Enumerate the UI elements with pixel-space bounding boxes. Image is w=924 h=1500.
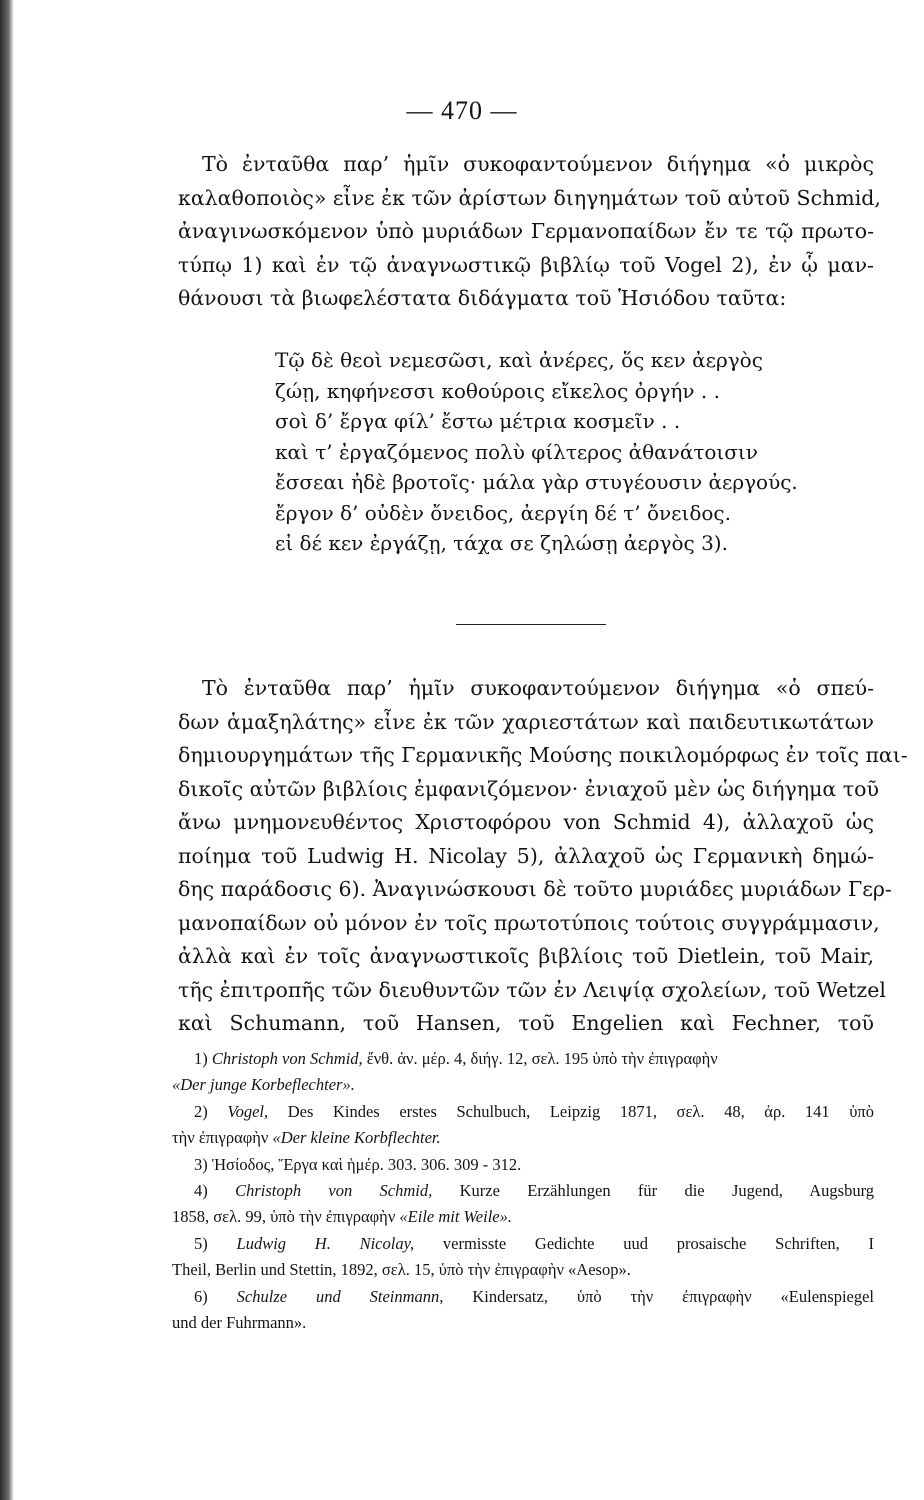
footnote-number: 3) [194, 1154, 208, 1174]
footnote-number: 6) [194, 1286, 208, 1306]
hesiod-quotation [275, 345, 835, 559]
poem-line: εἰ δέ κεν ἐργάζῃ, τάχα σε ζηλώσῃ ἀεργὸς 3). [275, 531, 728, 555]
footnote-5 [172, 1231, 874, 1257]
paragraph-line: ἀλλὰ καὶ ἐν τοῖς ἀναγνωστικοῖς βιβλίοις τοῦ Dietlein, τοῦ Mair, [178, 944, 874, 968]
footnote-text: Theil, Berlin und Stettin, 1892, σελ. 15, ὑπὸ τὴν ἐπιγραφὴν «Aesop». [172, 1260, 631, 1280]
paragraph-line: καλαθοποιὸς» εἶνε ἐκ τῶν ἀρίστων διηγημάτων τοῦ αὐτοῦ Schmid, [178, 185, 881, 210]
paragraph-line: τύπῳ 1) καὶ ἐν τῷ ἀναγνωστικῷ βιβλίῳ τοῦ Vogel 2), ἐν ᾧ μαν- [178, 252, 874, 277]
paragraph-line: Τὸ ἐνταῦθα παρ’ ἡμῖν συκοφαντούμενον διήγημα «ὁ μικρὸς [202, 152, 874, 176]
footnote-4-cont [172, 1204, 874, 1230]
poem-line: Τῷ δὲ θεοὶ νεμεσῶσι, καὶ ἀνέρες, ὅς κεν ἀεργὸς [275, 348, 763, 372]
footnote-6 [172, 1284, 874, 1310]
footnote-author: Ludwig H. Nicolay, [236, 1233, 415, 1253]
page-number: — 470 — [406, 96, 518, 125]
footnote-author: Christoph von Schmid, [235, 1180, 433, 1200]
paragraph-line: θάνουσι τὰ βιωφελέστατα διδάγματα τοῦ Ἡσιόδου ταῦτα: [178, 286, 787, 310]
footnote-2-cont [172, 1125, 874, 1151]
footnote-text: 1858, σελ. 99, ὑπὸ τὴν ἐπιγραφὴν [172, 1207, 396, 1227]
paragraph-line: ἀναγινωσκόμενον ὑπὸ μυριάδων Γερμανοπαίδων ἔν τε τῷ πρωτο- [178, 219, 874, 243]
paragraph-line: δης παράδοσις 6). Ἀναγινώσκουσι δὲ τοῦτο μυριάδες μυριάδων Γερ- [178, 877, 892, 901]
poem-line: ζώῃ, κηφήνεσσι κοθούροις εἴκελος ὀργήν . . [275, 378, 720, 403]
footnote-number: 1) [194, 1049, 208, 1068]
paragraph-line: ποίημα τοῦ Ludwig H. Nicolay 5), ἀλλαχοῦ ὡς Γερμανικὴ δημώ- [178, 843, 874, 868]
paragraph-line: τῆς ἐπιτροπῆς τῶν διευθυντῶν τῶν ἐν Λειψίᾳ σχολείων, τοῦ Wetzel [178, 977, 886, 1002]
footnote-text: ἔνθ. ἀν. μέρ. 4, διήγ. 12, σελ. 195 ὑπὸ τὴν ἐπιγραφὴν [366, 1049, 718, 1068]
footnote-1 [172, 1046, 874, 1072]
footnote-title: «Der kleine Korbflechter. [272, 1128, 441, 1148]
footnote-number: 2) [194, 1101, 208, 1121]
footnote-author: Christoph von Schmid, [211, 1049, 363, 1068]
footnote-5-cont [172, 1257, 874, 1283]
paragraph-line: δημιουργημάτων τῆς Γερμανικῆς Μούσης ποικιλομόρφως ἐν τοῖς παι- [178, 743, 908, 767]
footnote-2 [172, 1099, 874, 1125]
footnotes [172, 1046, 874, 1336]
paragraph-2 [178, 672, 908, 1041]
footnote-number: 4) [194, 1180, 208, 1200]
poem-line: καὶ τ’ ἐργαζόμενος πολὺ φίλτερος ἀθανάτοισιν [275, 439, 758, 464]
paragraph-line: δων ἁμαξηλάτης» εἶνε ἐκ τῶν χαριεστάτων καὶ παιδευτικωτάτων [178, 709, 874, 734]
footnote-text: Ἡσίοδος, Ἔργα καὶ ἡμέρ. 303. 306. 309 - 312. [211, 1154, 522, 1174]
footnote-text: und der Fuhrmann». [172, 1312, 307, 1332]
footnote-title: «Eile mit Weile». [399, 1207, 512, 1227]
footnote-text: Kurze Erzählungen für die Jugend, Augsburg [459, 1180, 875, 1200]
footnote-3 [172, 1152, 874, 1178]
footnote-text: Kindersatz, ὑπὸ τὴν ἐπιγραφὴν «Eulenspiegel [472, 1286, 875, 1306]
paragraph-line: μανοπαίδων οὐ μόνον ἐν τοῖς πρωτοτύποις τούτοις συγγράμμασιν, [178, 910, 880, 935]
paragraph-line: δικοῖς αὐτῶν βιβλίοις ἐμφανιζόμενον· ἐνιαχοῦ μὲν ὡς διήγημα τοῦ [178, 776, 879, 801]
poem-line: ἔργον δ’ οὐδὲν ὄνειδος, ἀεργίη δέ τ’ ὄνειδος. [275, 500, 731, 525]
footnote-text: Des Kindes erstes Schulbuch, Leipzig 1871, σελ. 48, ἀρ. 141 ὑπὸ [287, 1101, 874, 1121]
section-divider [456, 624, 606, 625]
footnote-author: Vogel, [227, 1101, 269, 1121]
page-edge-shadow [0, 0, 14, 1500]
poem-line: σοὶ δ’ ἔργα φίλ’ ἔστω μέτρια κοσμεῖν . . [275, 409, 681, 433]
footnote-6-cont [172, 1310, 874, 1336]
footnote-4 [172, 1178, 874, 1204]
poem-line: ἔσσεαι ἠδὲ βροτοῖς· μάλα γὰρ στυγέουσιν ἀεργούς. [275, 470, 798, 494]
footnote-number: 5) [194, 1233, 208, 1253]
footnote-text: vermisste Gedichte uud prosaische Schriften, I [442, 1233, 875, 1253]
footnote-author: Schulze und Steinmann, [236, 1286, 444, 1306]
paragraph-line: καὶ Schumann, τοῦ Hansen, τοῦ Engelien καὶ Fechner, τοῦ [178, 1011, 874, 1035]
paragraph-line: Τὸ ἐνταῦθα παρ’ ἡμῖν συκοφαντούμενον διήγημα «ὁ σπεύ- [202, 676, 874, 700]
paragraph-1 [178, 148, 881, 316]
footnote-title: «Der junge Korbeflechter». [172, 1075, 355, 1095]
footnote-1-cont [172, 1072, 874, 1098]
paragraph-line: ἄνω μνημονευθέντος Χριστοφόρου von Schmid 4), ἀλλαχοῦ ὡς [178, 810, 874, 834]
footnote-text: τὴν ἐπιγραφὴν [172, 1128, 269, 1148]
